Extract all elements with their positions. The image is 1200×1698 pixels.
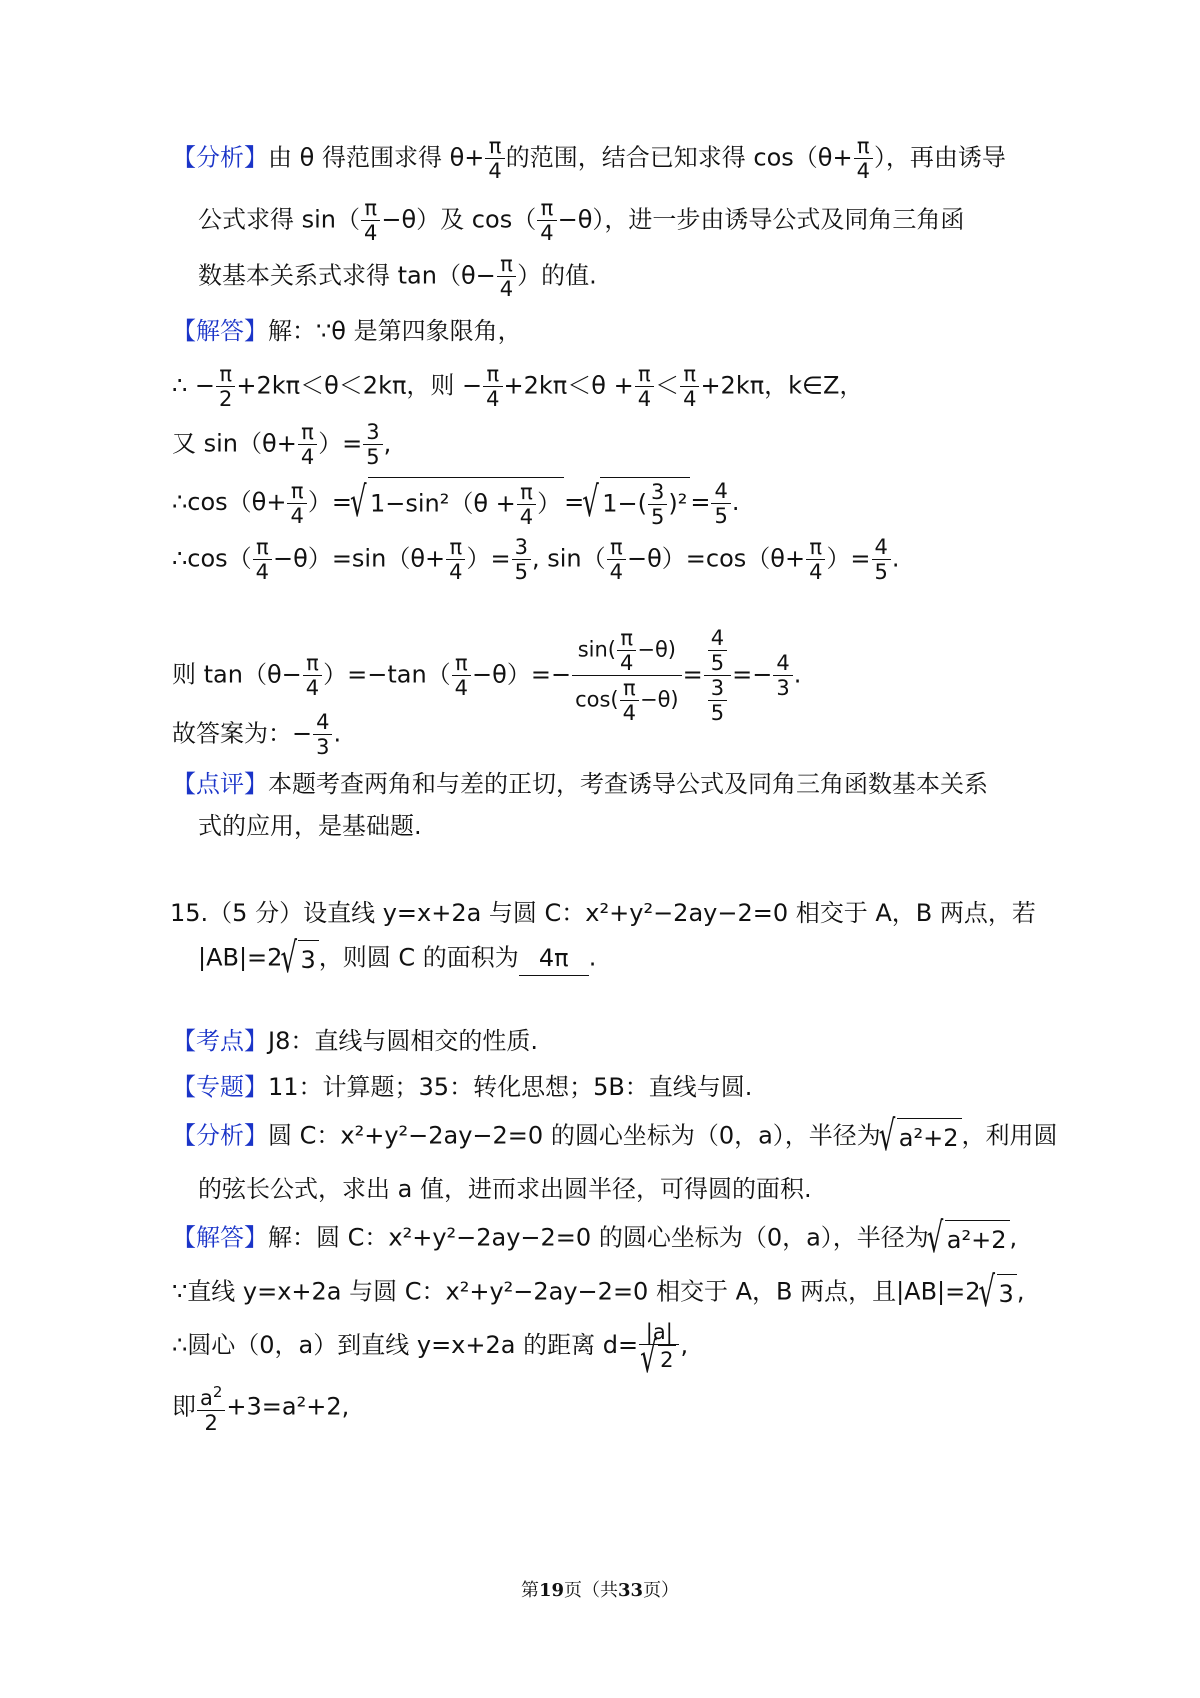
sqrt: √ 3 [282, 940, 318, 977]
fraction: $\frac{a^2}{2}$ [197, 1380, 225, 1435]
page-total: 33 [618, 1580, 644, 1601]
comment-line-2: 式的应用，是基础题. [198, 812, 422, 840]
fraction: $\frac{\pi}{4}$ [635, 362, 654, 411]
fraction: $\frac{\pi}{4}$ [485, 134, 504, 183]
fraction: $\frac{\pi}{4}$ [854, 134, 873, 183]
analysis-tag: 【分析】 [172, 1121, 268, 1150]
fraction: $\frac{\pi}{4}$ [497, 252, 516, 301]
answer-15-line-3: ∴圆心（0，a）到直线 y=x+2a 的距离 d= |a| √ 2 , [172, 1320, 688, 1372]
answer-final-line: 故答案为：− $\frac{4}{3}$ . [172, 710, 342, 759]
answer-line-6: 则 tan（θ− $\frac{\pi}{4}$ ）=−tan（ $\frac{\pi}{4}$ −θ）=− sin( $\frac{\pi}{4}$ −θ) cos( $\frac{\pi}{4}$ −θ) = $\frac{\frac{4}{5}}{\frac{3}{5}}$ =− $\frac{4}{3}$ . [172, 626, 802, 725]
answer-15-line-4: 即 $\frac{a^2}{2}$ +3=a²+2, [172, 1380, 349, 1435]
analysis-line-1: 【分析】由 θ 得范围求得 θ+ $\frac{\pi}{4}$ 的范围，结合已知求得 cos（θ+ $\frac{\pi}{4}$ ），再由诱导 [172, 134, 1006, 183]
analysis-line-2: 公式求得 sin（ $\frac{\pi}{4}$ −θ）及 cos（ $\frac{\pi}{4}$ −θ），进一步由诱导公式及同角三角函 [198, 196, 965, 245]
answer-tag: 【解答】 [172, 1223, 268, 1252]
answer-blank: 4π [519, 941, 589, 976]
answer-line-4: ∴cos（θ+ $\frac{\pi}{4}$ ）=√ 1−sin²（θ + $\frac{\pi}{4}$ ） =√ 1−( $\frac{3}{5}$ )² = $\frac{4}{5}$ . [172, 477, 739, 529]
sqrt: √ 1−sin²（θ + $\frac{\pi}{4}$ ） [352, 477, 564, 529]
question-15-line-1: 15.（5 分）设直线 y=x+2a 与圆 C：x²+y²−2ay−2=0 相交于 A，B 两点，若 [170, 899, 1036, 927]
compound-fraction: $\frac{\frac{4}{5}}{\frac{3}{5}}$ [704, 626, 731, 725]
question-15-line-2: |AB|=2√ 3 ，则圆 C 的面积为 4π . [198, 940, 596, 977]
analysis-15-line-2: 的弦长公式，求出 a 值，进而求出圆半径，可得圆的面积. [198, 1175, 812, 1203]
fraction: $\frac{3}{5}$ [363, 420, 382, 469]
answer-15-line-1: 【解答】解：圆 C：x²+y²−2ay−2=0 的圆心坐标为（0，a），半径为√ a²+2 , [172, 1220, 1017, 1257]
fraction: $\frac{\pi}{2}$ [216, 362, 235, 411]
answer-line-5: ∴cos（ $\frac{\pi}{4}$ −θ）=sin（θ+ $\frac{\pi}{4}$ ）= $\frac{3}{5}$ , sin（ $\frac{\pi}{4}$ −θ）=cos（θ+ $\frac{\pi}{4}$ ）= $\frac{4}{5}$ . [172, 535, 900, 584]
knowledge-tag: 【考点】 [172, 1027, 268, 1055]
answer-line-3: 又 sin（θ+ $\frac{\pi}{4}$ ）= $\frac{3}{5}$ , [172, 420, 392, 469]
analysis-line-3: 数基本关系式求得 tan（θ− $\frac{\pi}{4}$ ）的值. [198, 252, 597, 301]
sqrt: √ 3 [981, 1274, 1017, 1311]
fraction: $\frac{\pi}{4}$ [680, 362, 699, 411]
fraction: $\frac{4}{5}$ [711, 479, 730, 528]
comment-line-1: 【点评】本题考查两角和与差的正切，考查诱导公式及同角三角函数基本关系 [172, 770, 988, 798]
fraction: $\frac{\pi}{4}$ [483, 362, 502, 411]
sqrt: √ a²+2 [929, 1220, 1010, 1257]
fraction: $\frac{\pi}{4}$ [287, 479, 306, 528]
answer-tag: 【解答】 [172, 317, 268, 345]
fraction: $\frac{\pi}{4}$ [537, 196, 556, 245]
answer-15-line-2: ∵直线 y=x+2a 与圆 C：x²+y²−2ay−2=0 相交于 A，B 两点，且|AB|=2√ 3 , [172, 1274, 1024, 1311]
page-footer: 第19页（共33页） [520, 1580, 680, 1601]
answer-line-2: ∴ − $\frac{\pi}{2}$ +2kπ＜θ＜2kπ，则 − $\frac{\pi}{4}$ +2kπ＜θ + $\frac{\pi}{4}$ ＜ $\frac{\pi}{4}$ +2kπ，k∈Z， [172, 362, 864, 411]
fraction: |a| √ 2 [639, 1320, 679, 1372]
fraction-sin-over-cos: sin( $\frac{\pi}{4}$ −θ) cos( $\frac{\pi}{4}$ −θ) [572, 626, 682, 725]
topic-tag: 【专题】 [172, 1073, 268, 1101]
answer-line-1: 【解答】解：∵θ 是第四象限角， [172, 317, 522, 345]
sqrt: √ a²+2 [881, 1118, 962, 1155]
sqrt: √ 1−( $\frac{3}{5}$ )² [584, 477, 690, 529]
fraction: $\frac{\pi}{4}$ [361, 196, 380, 245]
comment-tag: 【点评】 [172, 770, 268, 798]
knowledge-line: 【考点】J8：直线与圆相交的性质. [172, 1027, 538, 1055]
fraction: $\frac{\pi}{4}$ [298, 420, 317, 469]
analysis-15-line-1: 【分析】圆 C：x²+y²−2ay−2=0 的圆心坐标为（0，a），半径为√ a²+2 ，利用圆 [172, 1118, 1058, 1155]
page-number: 19 [538, 1580, 564, 1601]
analysis-tag: 【分析】 [172, 143, 268, 172]
topic-line: 【专题】11：计算题；35：转化思想；5B：直线与圆. [172, 1073, 753, 1101]
